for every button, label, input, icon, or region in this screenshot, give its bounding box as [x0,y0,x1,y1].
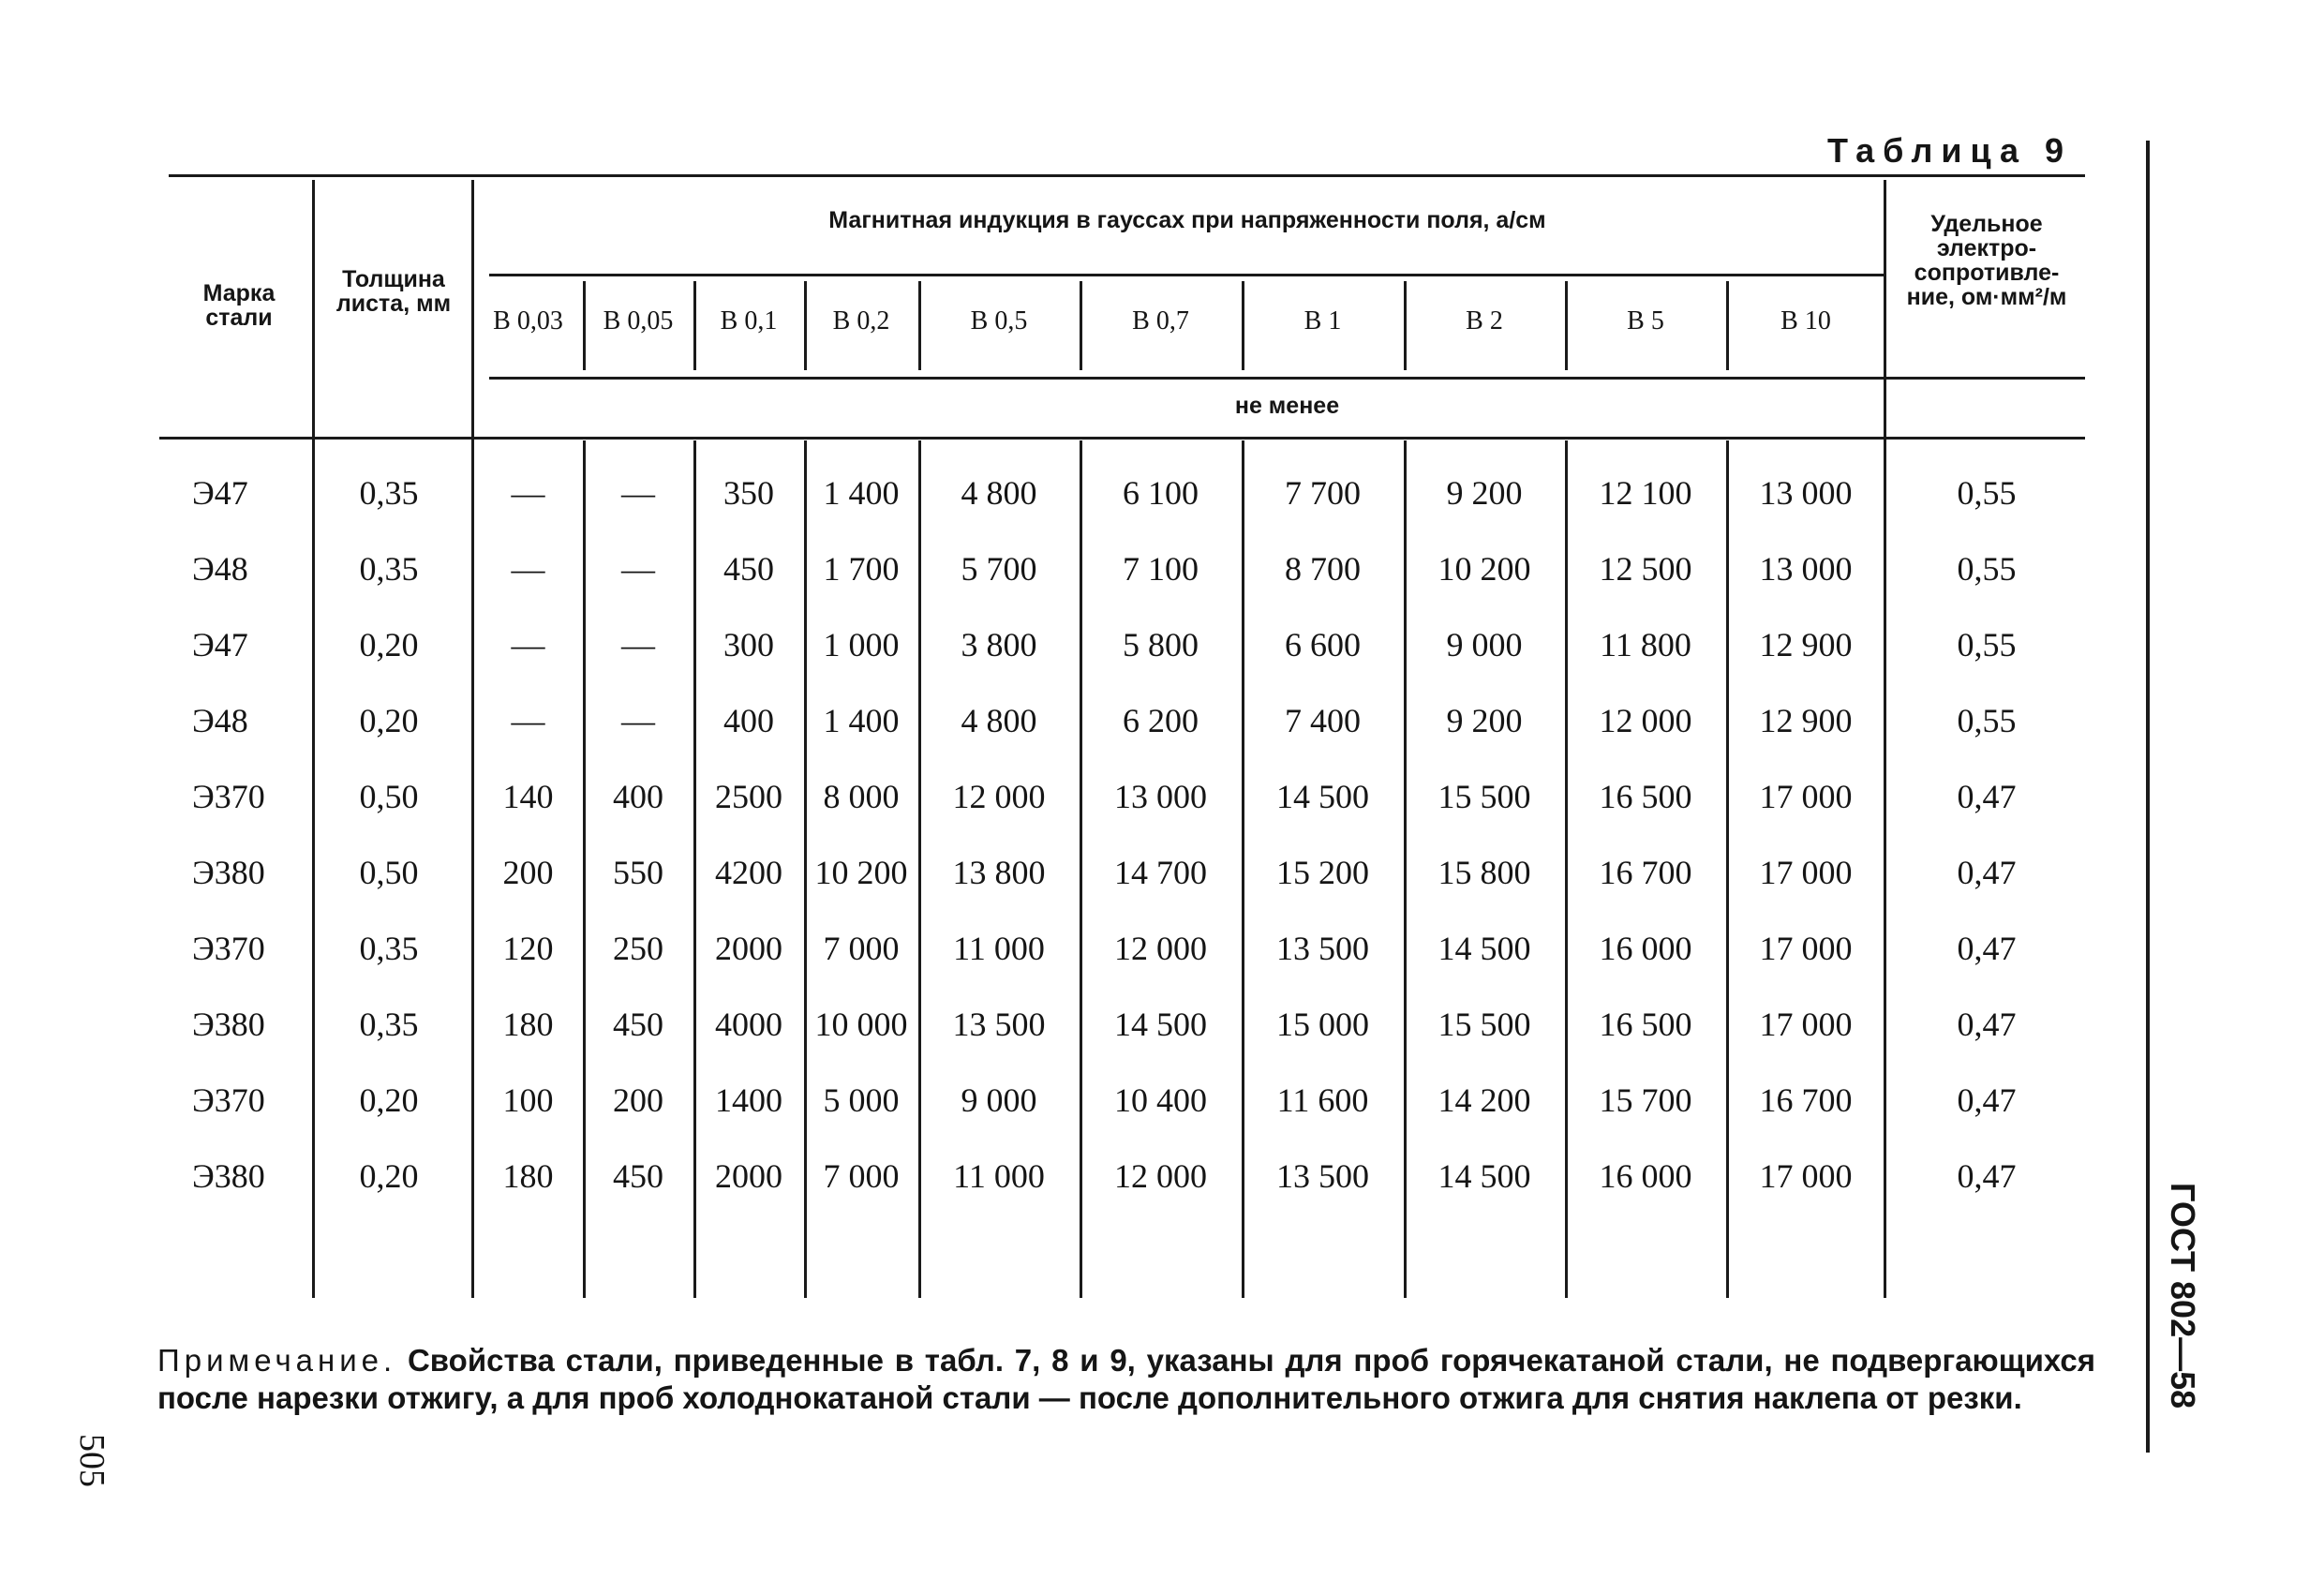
row-1-value-7: 10 200 [1438,550,1531,588]
row-5-value-9: 17 000 [1759,854,1853,891]
row-6-thickness: 0,35 [359,930,419,967]
table-top-rule [169,174,2085,177]
right-margin-rule [2146,141,2150,1453]
row-5-value-1: 550 [613,854,663,891]
row-1-value-3: 1 700 [823,550,900,588]
row-4-value-6: 14 500 [1276,778,1369,815]
row-7-value-0: 180 [502,1006,554,1043]
table-note [157,1342,2095,1417]
row-6-value-2: 2000 [715,930,782,967]
row-3-grade: Э48 [192,702,248,739]
row-2-value-2: 300 [723,626,774,663]
row-8-thickness: 0,20 [359,1081,419,1119]
row-3-value-5: 6 200 [1123,702,1199,739]
row-8-value-6: 11 600 [1276,1081,1369,1119]
row-9-value-2: 2000 [715,1157,782,1195]
induction-group-rule [489,274,1885,276]
row-9-resistivity: 0,47 [1957,1157,2017,1195]
row-7-value-1: 450 [613,1006,663,1043]
note-text: Свойства стали, приведенные в табл. 7, 8 и 9, указаны для проб горячекатаной стали, не подвергающихся после нарезки отжигу, а для проб холоднокатаной стали — после дополнительного отжига для снятия наклепа от резки. [157,1343,2095,1415]
row-1-resistivity: 0,55 [1957,550,2017,588]
row-4-grade: Э370 [192,778,265,815]
row-5-value-5: 14 700 [1114,854,1207,891]
row-1-value-1: — [621,550,655,588]
row-4-value-4: 12 000 [952,778,1046,815]
row-2-value-8: 11 800 [1600,626,1691,663]
row-3-value-2: 400 [723,702,774,739]
header-thickness: Толщина листа, мм [335,266,452,317]
row-7-value-7: 15 500 [1438,1006,1531,1043]
row-6-value-9: 17 000 [1759,930,1853,967]
row-9-value-3: 7 000 [823,1157,900,1195]
row-7-grade: Э380 [192,1006,265,1043]
row-7-value-3: 10 000 [814,1006,908,1043]
row-4-value-7: 15 500 [1438,778,1531,815]
row-8-value-1: 200 [613,1081,663,1119]
row-7-value-4: 13 500 [952,1006,1046,1043]
row-5-value-4: 13 800 [952,854,1046,891]
row-3-thickness: 0,20 [359,702,419,739]
row-0-thickness: 0,35 [359,474,419,512]
row-4-value-5: 13 000 [1114,778,1207,815]
row-0-grade: Э47 [192,474,248,512]
row-6-value-3: 7 000 [823,930,900,967]
row-6-value-5: 12 000 [1114,930,1207,967]
row-3-value-9: 12 900 [1759,702,1853,739]
row-3-value-4: 4 800 [961,702,1037,739]
row-9-value-9: 17 000 [1759,1157,1853,1195]
header-field-6: В 1 [1304,306,1342,335]
row-8-value-8: 15 700 [1599,1081,1692,1119]
row-5-thickness: 0,50 [359,854,419,891]
row-8-value-4: 9 000 [961,1081,1037,1119]
standard-label: ГОСТ 802—58 [2164,1183,2202,1409]
row-3-value-6: 7 400 [1285,702,1361,739]
row-4-value-9: 17 000 [1759,778,1853,815]
header-field-9: В 10 [1780,306,1831,335]
row-9-value-7: 14 500 [1438,1157,1531,1195]
header-field-5: В 0,7 [1132,306,1189,335]
row-3-value-3: 1 400 [823,702,900,739]
row-1-value-9: 13 000 [1759,550,1853,588]
row-8-value-5: 10 400 [1114,1081,1207,1119]
row-9-grade: Э380 [192,1157,265,1195]
row-9-value-1: 450 [613,1157,663,1195]
row-1-thickness: 0,35 [359,550,419,588]
header-min-note: не менее [1234,393,1340,419]
header-field-1: В 0,05 [603,306,674,335]
row-4-value-3: 8 000 [823,778,900,815]
row-4-thickness: 0,50 [359,778,419,815]
row-2-value-5: 5 800 [1123,626,1199,663]
row-6-resistivity: 0,47 [1957,930,2017,967]
row-2-resistivity: 0,55 [1957,626,2017,663]
row-8-resistivity: 0,47 [1957,1081,2017,1119]
row-1-value-2: 450 [723,550,774,588]
row-5-value-6: 15 200 [1276,854,1369,891]
row-6-grade: Э370 [192,930,265,967]
row-0-value-4: 4 800 [961,474,1037,512]
row-3-value-1: — [621,702,655,739]
min-note-rule [489,377,2085,380]
row-8-value-9: 16 700 [1759,1081,1853,1119]
row-2-thickness: 0,20 [359,626,419,663]
row-9-value-6: 13 500 [1276,1157,1369,1195]
row-3-value-7: 9 200 [1446,702,1523,739]
row-3-resistivity: 0,55 [1957,702,2017,739]
row-0-value-0: — [511,474,545,512]
row-9-value-8: 16 000 [1599,1157,1692,1195]
row-7-value-6: 15 000 [1276,1006,1369,1043]
row-7-value-9: 17 000 [1759,1006,1853,1043]
row-2-value-7: 9 000 [1446,626,1523,663]
row-0-value-6: 7 700 [1285,474,1361,512]
row-0-value-9: 13 000 [1759,474,1853,512]
row-0-value-3: 1 400 [823,474,900,512]
row-0-resistivity: 0,55 [1957,474,2017,512]
row-9-thickness: 0,20 [359,1157,419,1195]
row-7-value-5: 14 500 [1114,1006,1207,1043]
page-number: 505 [72,1434,112,1487]
header-resistivity: Удельное электро-сопротивле-ние, ом·мм²/м [1906,211,2067,310]
row-2-grade: Э47 [192,626,248,663]
row-5-grade: Э380 [192,854,265,891]
row-0-value-8: 12 100 [1599,474,1692,512]
row-0-value-5: 6 100 [1123,474,1199,512]
header-field-7: В 2 [1466,306,1503,335]
row-6-value-7: 14 500 [1438,930,1531,967]
header-field-3: В 0,2 [832,306,890,335]
row-1-value-6: 8 700 [1285,550,1361,588]
row-2-value-0: — [511,626,545,663]
row-3-value-8: 12 000 [1599,702,1692,739]
header-grade: Марка стали [202,280,276,331]
row-5-value-3: 10 200 [814,854,908,891]
row-7-value-8: 16 500 [1599,1006,1692,1043]
row-1-value-0: — [511,550,545,588]
row-1-value-4: 5 700 [961,550,1037,588]
row-9-value-5: 12 000 [1114,1157,1207,1195]
row-0-value-1: — [621,474,655,512]
row-2-value-4: 3 800 [961,626,1037,663]
row-4-value-0: 140 [502,778,554,815]
row-7-value-2: 4000 [715,1006,782,1043]
header-field-8: В 5 [1627,306,1664,335]
row-4-value-1: 400 [613,778,663,815]
header-field-2: В 0,1 [720,306,778,335]
row-8-value-2: 1400 [715,1081,782,1119]
row-0-value-7: 9 200 [1446,474,1523,512]
row-3-value-0: — [511,702,545,739]
row-5-resistivity: 0,47 [1957,854,2017,891]
header-induction-group: Магнитная индукция в гауссах при напряженности поля, а/см [828,207,1546,233]
row-4-value-2: 2500 [715,778,782,815]
row-2-value-1: — [621,626,655,663]
row-9-value-0: 180 [502,1157,554,1195]
row-8-value-0: 100 [502,1081,554,1119]
row-5-value-8: 16 700 [1599,854,1692,891]
row-4-resistivity: 0,47 [1957,778,2017,815]
row-7-resistivity: 0,47 [1957,1006,2017,1043]
row-8-value-3: 5 000 [823,1081,900,1119]
row-1-grade: Э48 [192,550,248,588]
row-4-value-8: 16 500 [1599,778,1692,815]
row-6-value-8: 16 000 [1599,930,1692,967]
row-5-value-7: 15 800 [1438,854,1531,891]
row-2-value-6: 6 600 [1285,626,1361,663]
row-7-thickness: 0,35 [359,1006,419,1043]
vline-after-grade [312,180,315,1298]
row-6-value-6: 13 500 [1276,930,1369,967]
row-6-value-4: 11 000 [953,930,1045,967]
row-5-value-2: 4200 [715,854,782,891]
row-2-value-9: 12 900 [1759,626,1853,663]
row-9-value-4: 11 000 [953,1157,1045,1195]
table-title: Таблица 9 [1827,131,2073,170]
row-6-value-0: 120 [502,930,554,967]
header-field-4: В 0,5 [970,306,1028,335]
row-6-value-1: 250 [613,930,663,967]
row-8-value-7: 14 200 [1438,1081,1531,1119]
row-8-grade: Э370 [192,1081,265,1119]
header-field-0: В 0,03 [493,306,563,335]
header-bottom-rule [159,437,2085,440]
row-0-value-2: 350 [723,474,774,512]
note-lead: Примечание. [157,1343,397,1378]
row-1-value-8: 12 500 [1599,550,1692,588]
row-5-value-0: 200 [502,854,554,891]
row-1-value-5: 7 100 [1123,550,1199,588]
row-2-value-3: 1 000 [823,626,900,663]
